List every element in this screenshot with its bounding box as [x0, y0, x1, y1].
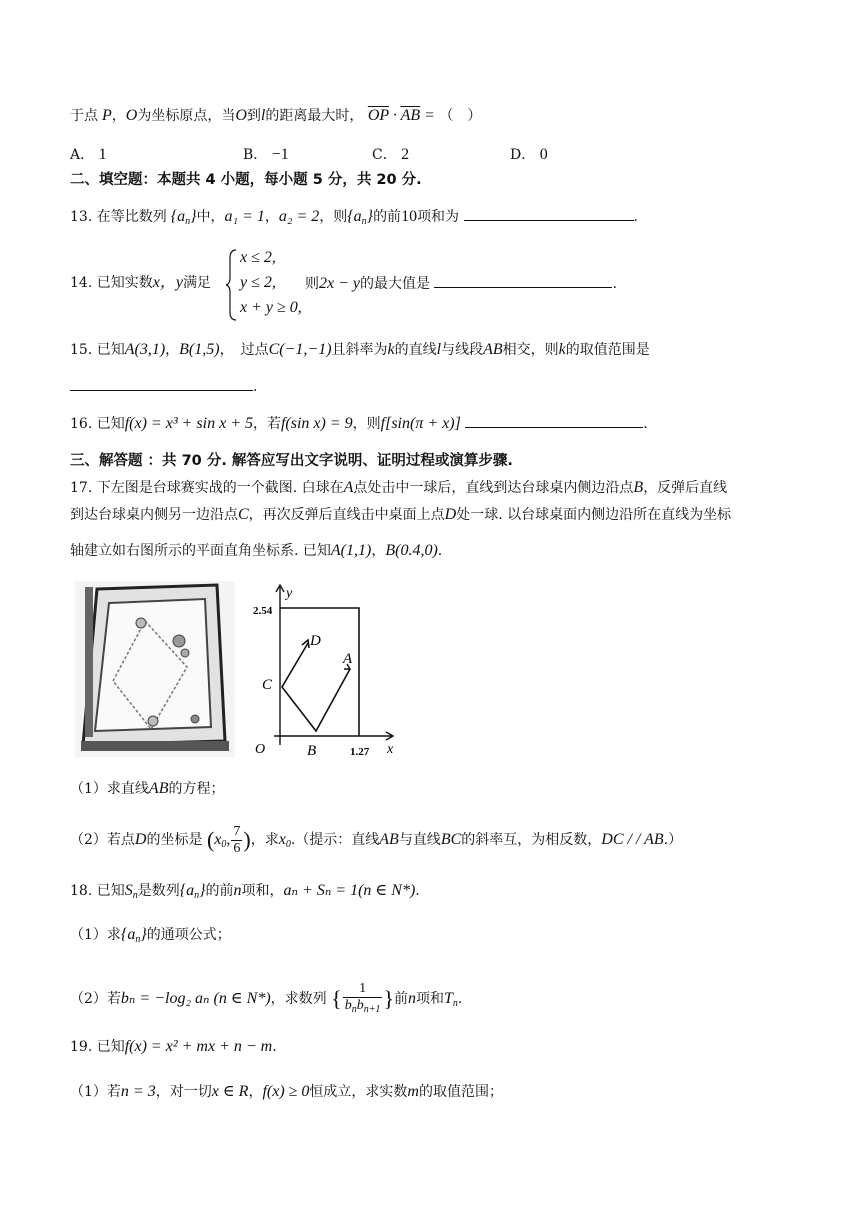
q14-constraint-1: x ≤ 2,: [240, 249, 276, 266]
point-d-label: D: [310, 633, 321, 649]
x-right-label: 1.27: [350, 746, 370, 758]
table-boundary: [280, 608, 359, 736]
q17-line1: 17. 下左图是台球赛实战的一个截图. 白球在A点处击中一球后，直线到达台球桌内侧边沿点B，反弹后直线: [70, 479, 728, 496]
q14-constraint-3: x + y ≥ 0,: [240, 299, 302, 316]
y-axis-label: y: [286, 586, 293, 601]
choice-d: D． 0: [510, 146, 548, 163]
q18-sequence-fraction: { $\frac{1}{b_nb_{n+1}}$ }: [331, 981, 394, 1015]
q17-part1: （1）求直线AB的方程；: [70, 780, 225, 797]
q19: 19. 已知f(x) = x² + mx + n − m.: [70, 1038, 277, 1055]
q14-tail: 则2x − y的最大值是 .: [305, 275, 617, 292]
q14-answer-blank[interactable]: [434, 273, 612, 288]
origin-label: O: [255, 742, 266, 757]
point-c-label: C: [262, 677, 273, 693]
q13-answer-blank[interactable]: [464, 206, 634, 221]
q18-part2: （2）若bₙ = −log₂ aₙ (n ∈ N*)，求数列 { $\frac{1}{b_nb_{n+1}}$ }前n项和$T_n$.: [70, 981, 463, 1015]
point-a-label: A: [343, 651, 353, 667]
billiard-table-photo: [75, 581, 235, 761]
q18: 18. 已知$S_n$是数列$\{a_n\}$的前n项和，aₙ + Sₙ = 1(n ∈ N*).: [70, 882, 420, 901]
q13: 13. 在等比数列 $\{a_n\}$中，a₁ = 1，a₂ = 2，则$\{a_n\}$的前10项和为 .: [70, 208, 638, 227]
q14-brace: [226, 248, 238, 322]
q14-constraint-2: y ≤ 2,: [240, 274, 276, 291]
point-b-label: B: [307, 743, 317, 759]
x-axis-label: x: [387, 742, 394, 757]
choice-c: C． 2: [372, 146, 410, 163]
q18-part1: （1）求$\{a_n\}$的通项公式；: [70, 926, 231, 945]
choice-a: A． 1: [70, 146, 107, 163]
q16-answer-blank[interactable]: [465, 413, 643, 428]
point-d-coordinate: ($x_0$, $\frac{7}{6}$ ): [206, 824, 251, 856]
ball-path: [282, 643, 350, 731]
q15-answer: .: [70, 376, 257, 397]
q12-tail: 于点 P，O为坐标原点，当O到l的距离最大时， $\overline{OP} \cdot \overline{AB}$ = （ ）: [70, 107, 482, 124]
q16: 16. 已知f(x) = x³ + sin x + 5，若f(sin x) = 9，则f[sin(π + x)] .: [70, 415, 648, 432]
q14-prefix: 14. 已知实数x，y满足: [70, 274, 211, 291]
q17-part2: （2）若点D的坐标是 ($x_0$, $\frac{7}{6}$ )，求$x_0$.（提示：直线AB与直线BC的斜率互，为相反数，DC / / AB.）: [70, 824, 683, 856]
y-top-label: 2.54: [253, 605, 273, 617]
q15: 15. 已知A(3,1)，B(1,5)， 过点C(−1,−1)且斜率为k的直线l与线段AB相交，则k的取值范围是: [70, 341, 650, 358]
q17-line2: 到达台球桌内侧另一边沿点C，再次反弹后直线击中桌面上点D处一球. 以台球桌面内侧边沿所在直线为坐标: [70, 506, 732, 523]
q15-answer-blank[interactable]: [70, 376, 253, 391]
q17-line3: 轴建立如右图所示的平面直角坐标系. 已知A(1,1)，B(0.4,0).: [70, 542, 443, 559]
section3-heading: 三、解答题 ：共 70 分. 解答应写出文字说明、证明过程或演算步骤.: [70, 453, 513, 469]
choice-b: B． −1: [243, 146, 289, 163]
vector-op-ab: $\overline{OP} \cdot \overline{AB}$ =: [367, 107, 435, 124]
coordinate-figure: [250, 583, 400, 765]
section2-heading: 二、填空题：本题共 4 小题，每小题 5 分，共 20 分.: [70, 172, 422, 188]
q19-part1: （1）若n = 3，对一切x ∈ R，f(x) ≥ 0恒成立，求实数m的取值范围；: [70, 1083, 503, 1100]
